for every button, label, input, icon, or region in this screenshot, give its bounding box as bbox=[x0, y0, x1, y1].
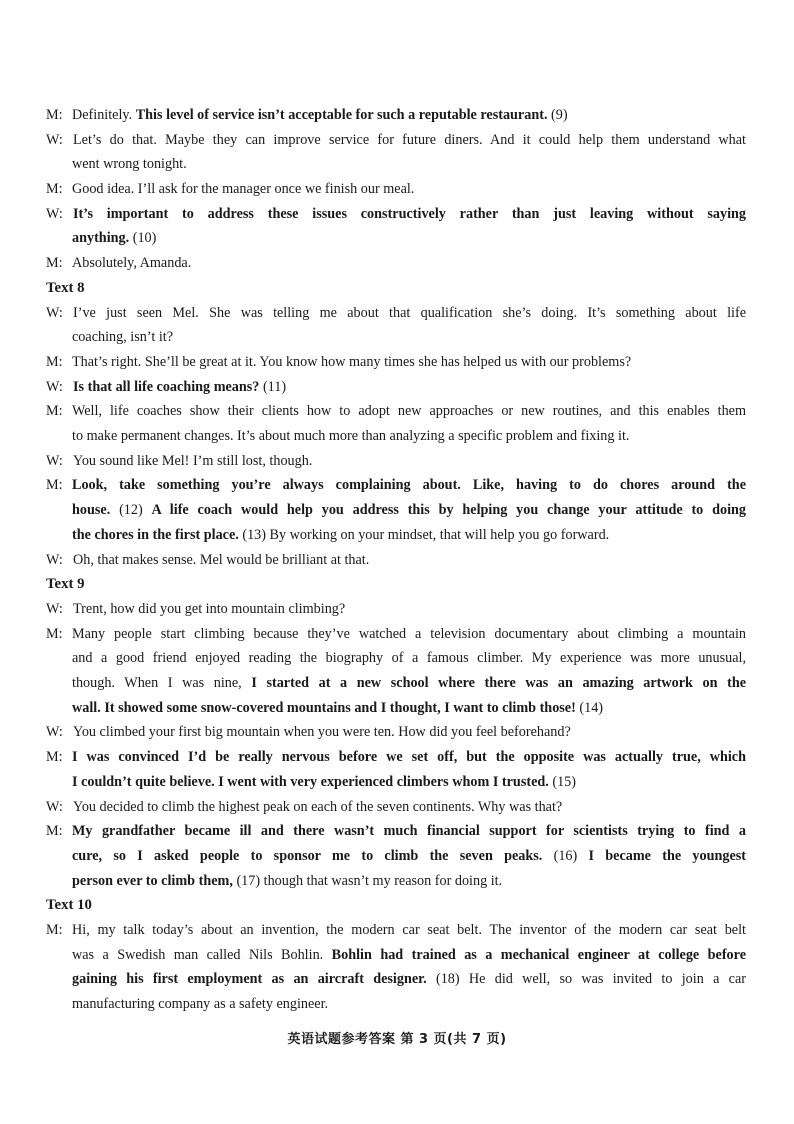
dialogue-text: (14) bbox=[575, 699, 604, 716]
dialogue-text: went wrong tonight. bbox=[72, 156, 187, 173]
dialogue-continuation-line bbox=[46, 844, 746, 869]
answer-key-text: cure, so I asked people to sponsor me to climb the seven peaks. bbox=[72, 847, 543, 864]
answer-document-page bbox=[46, 103, 746, 1017]
speaker-label: M: bbox=[46, 922, 63, 939]
dialogue-line bbox=[46, 301, 746, 326]
dialogue-continuation-line bbox=[46, 325, 746, 350]
dialogue-line bbox=[46, 375, 746, 400]
answer-key-text: I couldn’t quite believe. I went with very experienced climbers whom I trusted. bbox=[72, 773, 549, 790]
speaker-label: M: bbox=[46, 353, 63, 370]
dialogue-continuation-line bbox=[46, 226, 746, 251]
dialogue-text: (15) bbox=[548, 773, 576, 790]
dialogue-line bbox=[46, 251, 746, 276]
answer-key-text: A life coach would help you address this by helping you change your attitude to doing bbox=[151, 502, 746, 519]
dialogue-text: (18) He did well, so was invited to join a car bbox=[426, 971, 746, 988]
speaker-label: M: bbox=[46, 255, 63, 272]
dialogue-continuation-line bbox=[46, 646, 746, 671]
speaker-label: W: bbox=[46, 205, 63, 222]
dialogue-line bbox=[46, 449, 746, 474]
page-footer: 英语试题参考答案 第 3 页(共 7 页) bbox=[287, 1032, 507, 1047]
dialogue-text: Let’s do that. Maybe they can improve service for future diners. And it could help them understand what bbox=[73, 131, 746, 148]
dialogue-text: You climbed your first big mountain when you were ten. How did you feel beforehand? bbox=[73, 724, 571, 741]
dialogue-text: That’s right. She’ll be great at it. You know how many times she has helped us with our problems? bbox=[72, 353, 632, 370]
dialogue-continuation-line bbox=[46, 992, 746, 1017]
answer-key-text: I started at a new school where there was an amazing artwork on the bbox=[251, 675, 747, 692]
dialogue-text: (11) bbox=[259, 378, 287, 395]
dialogue-continuation-line bbox=[46, 869, 746, 894]
dialogue-continuation-line bbox=[46, 696, 746, 721]
dialogue-line bbox=[46, 720, 746, 745]
speaker-label: M: bbox=[46, 403, 63, 420]
speaker-label: W: bbox=[46, 452, 63, 469]
dialogue-line bbox=[46, 177, 746, 202]
dialogue-text: and a good friend enjoyed reading the biography of a famous climber. My experience was more unusual, bbox=[72, 650, 746, 667]
dialogue-text: Hi, my talk today’s about an invention, the modern car seat belt. The inventor of the modern car seat belt bbox=[72, 922, 746, 939]
speaker-label: W: bbox=[46, 600, 63, 617]
dialogue-text: though. When I was nine, bbox=[72, 675, 252, 692]
dialogue-text: I’ve just seen Mel. She was telling me about that qualification she’s doing. It’s something about life bbox=[73, 304, 746, 321]
speaker-label: W: bbox=[46, 798, 63, 815]
answer-key-text: house. bbox=[72, 502, 111, 519]
speaker-label: W: bbox=[46, 378, 63, 395]
speaker-label: M: bbox=[46, 477, 63, 494]
dialogue-line bbox=[46, 795, 746, 820]
dialogue-text: You decided to climb the highest peak on each of the seven continents. Why was that? bbox=[73, 798, 563, 815]
dialogue-text: Trent, how did you get into mountain climbing? bbox=[73, 600, 346, 617]
dialogue-text: (12) bbox=[110, 502, 152, 519]
dialogue-text: Oh, that makes sense. Mel would be brilliant at that. bbox=[73, 551, 370, 568]
section-heading: Text 9 bbox=[46, 576, 85, 593]
dialogue-text: coaching, isn’t it? bbox=[72, 329, 173, 346]
answer-key-text: the chores in the first place. bbox=[72, 526, 239, 543]
dialogue-text: (9) bbox=[547, 107, 568, 123]
dialogue-continuation-line bbox=[46, 498, 746, 523]
dialogue-line bbox=[46, 350, 746, 375]
dialogue-text: (13) By working on your mindset, that will help you go forward. bbox=[238, 526, 610, 543]
dialogue-text: Definitely. bbox=[72, 107, 136, 123]
speaker-label: M: bbox=[46, 181, 63, 198]
speaker-label: W: bbox=[46, 551, 63, 568]
answer-key-text: My grandfather became ill and there wasn’t much financial support for scientists trying to find a bbox=[72, 823, 746, 840]
dialogue-text: (10) bbox=[129, 230, 157, 247]
dialogue-continuation-line bbox=[46, 943, 746, 968]
dialogue-text: Well, life coaches show their clients how to adopt new approaches or new routines, and this enables them bbox=[72, 403, 746, 420]
dialogue-line bbox=[46, 202, 746, 227]
speaker-label: W: bbox=[46, 304, 63, 321]
speaker-label: W: bbox=[46, 724, 63, 741]
section-heading: Text 8 bbox=[46, 279, 85, 296]
answer-key-text: wall. It showed some snow-covered mountains and I thought, I want to climb those! bbox=[72, 699, 576, 716]
dialogue-text: was a Swedish man called Nils Bohlin. bbox=[72, 946, 332, 963]
dialogue-continuation-line bbox=[46, 424, 746, 449]
dialogue-line bbox=[46, 548, 746, 573]
speaker-label: W: bbox=[46, 131, 63, 148]
answer-key-text: gaining his first employment as an aircraft designer. bbox=[72, 971, 427, 988]
dialogue-line bbox=[46, 622, 746, 647]
dialogue-line bbox=[46, 819, 746, 844]
answer-key-text: This level of service isn’t acceptable for such a reputable restaurant. bbox=[135, 107, 548, 123]
dialogue-text: Many people start climbing because they’ve watched a television documentary about climbing a mountain bbox=[72, 625, 746, 642]
speaker-label: M: bbox=[46, 625, 63, 642]
dialogue-text: to make permanent changes. It’s about much more than analyzing a specific problem and fixing it. bbox=[72, 428, 630, 445]
dialogue-line bbox=[46, 745, 746, 770]
dialogue-text: manufacturing company as a safety engineer. bbox=[72, 996, 329, 1013]
dialogue-continuation-line bbox=[46, 523, 746, 548]
dialogue-line bbox=[46, 128, 746, 153]
answer-key-text: It’s important to address these issues constructively rather than just leaving without saying bbox=[73, 205, 746, 222]
dialogue-continuation-line bbox=[46, 770, 746, 795]
dialogue-continuation-line bbox=[46, 152, 746, 177]
dialogue-continuation-line bbox=[46, 671, 746, 696]
dialogue-text: (16) bbox=[542, 847, 589, 864]
speaker-label: M: bbox=[46, 823, 63, 840]
dialogue-line bbox=[46, 597, 746, 622]
dialogue-text: Good idea. I’ll ask for the manager once we finish our meal. bbox=[72, 181, 415, 198]
dialogue-text: Absolutely, Amanda. bbox=[72, 255, 192, 272]
dialogue-line bbox=[46, 399, 746, 424]
dialogue-text: You sound like Mel! I’m still lost, though. bbox=[73, 452, 313, 469]
answer-key-text: Is that all life coaching means? bbox=[73, 378, 260, 395]
dialogue-line bbox=[46, 103, 746, 128]
dialogue-line bbox=[46, 918, 746, 943]
answer-key-text: Look, take something you’re always complaining about. Like, having to do chores around the bbox=[72, 477, 746, 494]
answer-key-text: Bohlin had trained as a mechanical engineer at college before bbox=[331, 946, 746, 963]
answer-key-text: person ever to climb them, bbox=[72, 872, 233, 889]
dialogue-continuation-line bbox=[46, 967, 746, 992]
answer-key-text: I was convinced I’d be really nervous before we set off, but the opposite was actually true, which bbox=[72, 749, 746, 766]
speaker-label: M: bbox=[46, 749, 63, 766]
dialogue-line bbox=[46, 473, 746, 498]
dialogue-text: (17) though that wasn’t my reason for doing it. bbox=[232, 872, 503, 889]
section-heading: Text 10 bbox=[46, 897, 92, 914]
answer-key-text: anything. bbox=[72, 230, 130, 247]
answer-key-text: I became the youngest bbox=[588, 847, 747, 864]
speaker-label: M: bbox=[46, 107, 63, 123]
